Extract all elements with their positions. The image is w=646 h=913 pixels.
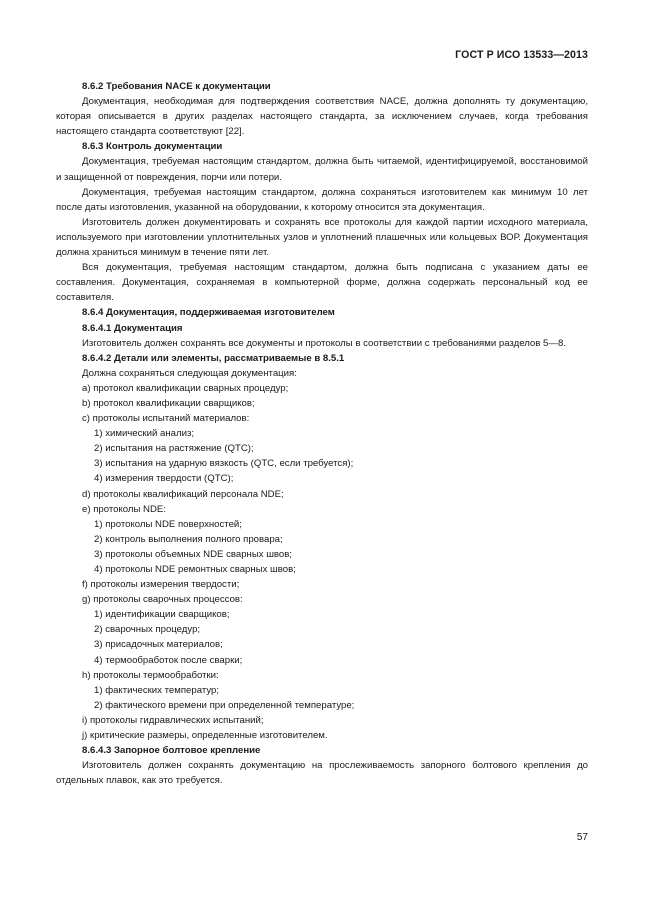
sub-list-item: 2) контроль выполнения полного провара; [94,533,283,545]
sub-list-item: 2) испытания на растяжение (QTC); [94,443,254,455]
list-item: i) протоколы гидравлических испытаний; [82,714,264,726]
section-heading-8-6-4: 8.6.4 Документация, поддерживаемая изготовителем [82,307,335,319]
paragraph: Вся документация, требуемая настоящим стандартом, должна быть подписана с указанием даты ее составления. Документация, сохраняемая в компьютерной форме, должна содержать персональный код ее составителя. [56,262,588,304]
section-heading-8-6-4-2: 8.6.4.2 Детали или элементы, рассматриваемые в 8.5.1 [82,352,345,364]
section-heading-8-6-3: 8.6.3 Контроль документации [82,141,223,153]
page-number: 57 [576,832,588,843]
list-item: f) протоколы измерения твердости; [82,579,240,591]
sub-list-item: 4) протоколы NDE ремонтных сварных швов; [94,564,296,575]
list-item: е) протоколы NDE: [82,503,166,515]
standard-header: ГОСТ Р ИСО 13533—2013 [455,49,588,61]
sub-list-item: 4) термообработок после сварки; [94,654,243,666]
sub-list-item: 2) фактического времени при определенной температуре; [94,699,355,711]
document-body [56,79,588,788]
list-item: b) протокол квалификации сварщиков; [82,397,255,409]
sub-list-item: 3) присадочных материалов; [94,639,223,651]
list-item: h) протоколы термообработки: [82,669,219,681]
list-intro: Должна сохраняться следующая документация: [82,367,297,379]
list-item: g) протоколы сварочных процессов: [82,594,243,606]
list-item: а) протокол квалификации сварных процедур; [82,382,289,394]
sub-list-item: 2) сварочных процедур; [94,624,201,636]
paragraph: Документация, необходимая для подтверждения соответствия NACE, должна дополнять ту документацию, которая описывается в других разделах настоящего стандарта, за исключением случаев, когда требования настоящего стандарта соответствуют [22]. [56,96,588,138]
section-heading-8-6-2: 8.6.2 Требования NACE к документации [82,81,271,92]
paragraph: Изготовитель должен документировать и сохранять все протоколы для каждой партии исходного материала, используемого при изготовлении уплотнительных узлов и уплотнений плашечных или кольцевых ВОР. Документация должна храниться минимум в течение пяти лет. [56,216,588,259]
paragraph: Изготовитель должен сохранять документацию на прослеживаемость запорного болтового крепления до отдельных плавок, как это требуется. [56,760,588,787]
list-item: j) критические размеры, определенные изготовителем. [82,730,328,742]
section-heading-8-6-4-3: 8.6.4.3 Запорное болтовое крепление [82,745,261,757]
sub-list-item: 3) испытания на ударную вязкость (QTC, если требуется); [94,458,354,470]
list-item: d) протоколы квалификаций персонала NDE; [82,488,284,500]
sub-list-item: 1) фактических температур; [94,684,220,696]
paragraph: Документация, требуемая настоящим стандартом, должна быть читаемой, идентифицируемой, восстановимой и защищенной от повреждения, порчи или потери. [56,156,588,183]
sub-list-item: 1) химический анализ; [94,428,195,440]
sub-list-item: 4) измерения твердости (QTC); [94,473,234,485]
sub-list-item: 3) протоколы объемных NDE сварных швов; [94,548,292,560]
sub-list-item: 1) протоколы NDE поверхностей; [94,518,242,530]
section-heading-8-6-4-1: 8.6.4.1 Документация [82,322,183,334]
paragraph: Изготовитель должен сохранять все документы и протоколы в соответствии с требованиями разделов 5—8. [82,337,566,349]
sub-list-item: 1) идентификации сварщиков; [94,609,230,621]
list-item: с) протоколы испытаний материалов: [82,413,250,425]
paragraph: Документация, требуемая настоящим стандартом, должна сохраняться изготовителем как минимум 10 лет после даты изготовления, указанной на оборудовании, к которому относится эта документация. [56,186,588,213]
